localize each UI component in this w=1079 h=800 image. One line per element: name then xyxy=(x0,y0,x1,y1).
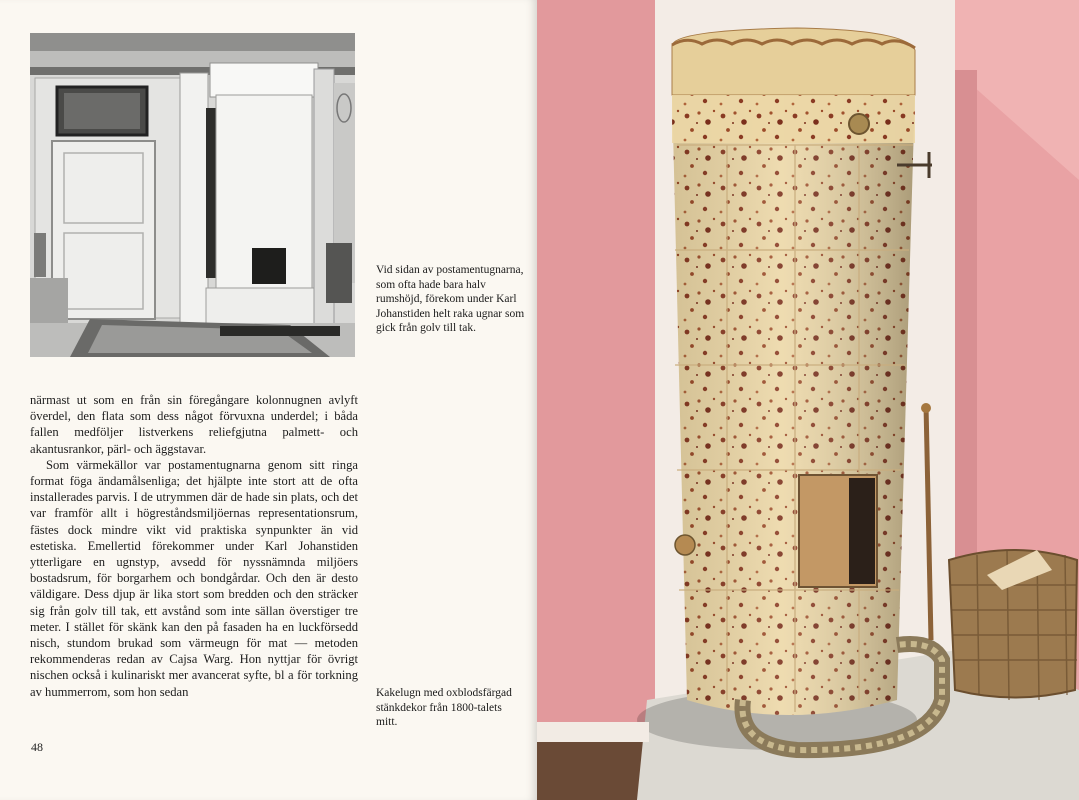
body-paragraph-2: Som värmekällor var postamentugnarna genom sitt ringa format föga ändamålsenliga; det hjälpte inte stort att de ofta installerades parvis. I de utrymmen där de hade sin plats, och det var framför allt i högreståndsmiljöernas representationsrum, fästes dock mindre vikt vid praktiska synpunkter än vid estetiska. Emellertid förekommer under Karl Johanstiden ytterligare en ugnstyp, avsedd för nyssnämnda miljöers bostadsrum, för borgarhem och bondgårdar. Och den är desto väldigare. Dess djup är lika stort som bredden och den sträcker sig från golv till tak, ett avstånd som inte sällan överstiger tre meter. I stället för skänk kan den på fasaden ha en luckförsedd nisch, stundom brukad som värmeugn för mat — metoden rekommenderas redan av Cajsa Warg. Hon nyttjar för övrigt nischen också i kulinariskt mer avancerat syfte, bl a för torkning av hummerrom, som hon sedan xyxy=(30,457,358,699)
body-text xyxy=(30,392,358,700)
interior-illustration xyxy=(30,33,355,357)
right-page-color-photo-tiled-stove xyxy=(537,0,1079,800)
left-page xyxy=(0,0,537,800)
body-paragraph-1: närmast ut som en från sin föregångare kolonnugnen avlyft överdel, den flata som dess något förvuxna underdel; i båda fallen medföljer listverkens reliefgjutna palmett- och akantusrankor, pärl- och äggstavar. xyxy=(30,393,358,456)
page-number: 48 xyxy=(31,740,43,754)
photo-caption-bottom xyxy=(376,686,526,730)
caption-top-text: Vid sidan av postamentugnarna, som ofta hade bara halv rumshöjd, förekom under Karl Johanstiden helt raka ugnar som gick från golv till tak. xyxy=(376,264,525,334)
photo-caption-top xyxy=(376,263,526,336)
black-white-photo-interior-stove xyxy=(30,33,355,357)
tiled-stove-illustration xyxy=(537,0,1079,800)
caption-bottom-text: Kakelugn med oxblodsfärgad stänkdekor från 1800-talets mitt. xyxy=(376,687,512,728)
